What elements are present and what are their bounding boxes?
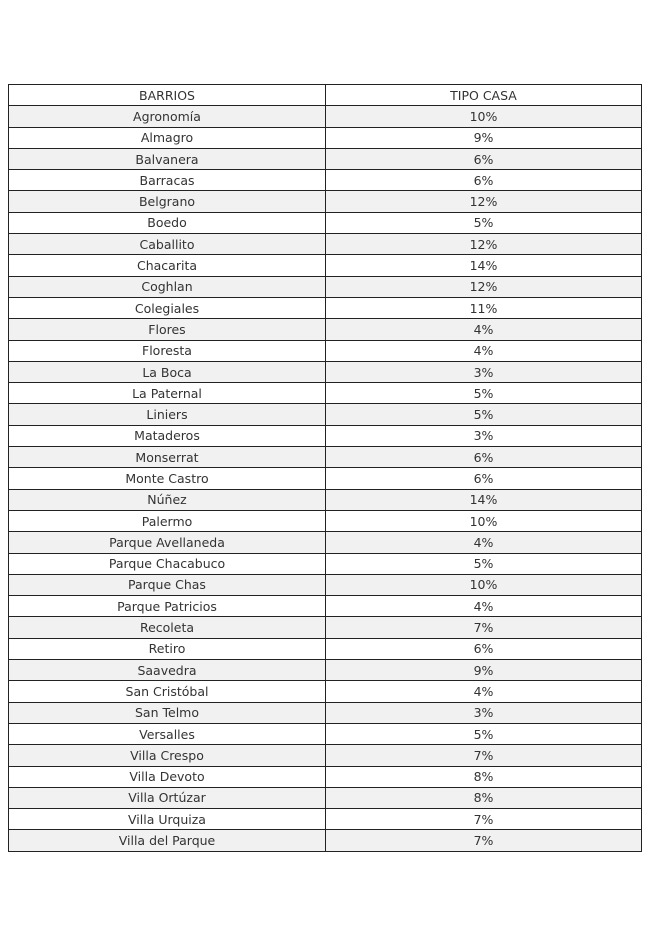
tipo-casa-cell: 6% bbox=[326, 447, 642, 468]
barrio-cell: Flores bbox=[9, 319, 326, 340]
tipo-casa-cell: 12% bbox=[326, 234, 642, 255]
table-row bbox=[9, 489, 642, 510]
tipo-casa-cell: 14% bbox=[326, 255, 642, 276]
table-row bbox=[9, 510, 642, 531]
table-row bbox=[9, 127, 642, 148]
table-row bbox=[9, 681, 642, 702]
table-row bbox=[9, 234, 642, 255]
barrio-cell: Mataderos bbox=[9, 425, 326, 446]
tipo-casa-cell: 12% bbox=[326, 276, 642, 297]
barrios-table bbox=[8, 84, 642, 852]
tipo-casa-cell: 10% bbox=[326, 510, 642, 531]
barrio-cell: Balvanera bbox=[9, 148, 326, 169]
header-tipo-casa: TIPO CASA bbox=[326, 85, 642, 106]
tipo-casa-cell: 3% bbox=[326, 361, 642, 382]
barrio-cell: Colegiales bbox=[9, 297, 326, 318]
barrio-cell: Parque Avellaneda bbox=[9, 532, 326, 553]
tipo-casa-cell: 5% bbox=[326, 553, 642, 574]
tipo-casa-cell: 5% bbox=[326, 212, 642, 233]
table-row bbox=[9, 191, 642, 212]
tipo-casa-cell: 5% bbox=[326, 383, 642, 404]
table-row bbox=[9, 106, 642, 127]
table-row bbox=[9, 276, 642, 297]
barrio-cell: San Telmo bbox=[9, 702, 326, 723]
tipo-casa-cell: 4% bbox=[326, 340, 642, 361]
tipo-casa-cell: 10% bbox=[326, 574, 642, 595]
tipo-casa-cell: 9% bbox=[326, 660, 642, 681]
barrio-cell: Boedo bbox=[9, 212, 326, 233]
table-row bbox=[9, 723, 642, 744]
tipo-casa-cell: 14% bbox=[326, 489, 642, 510]
barrio-cell: Liniers bbox=[9, 404, 326, 425]
tipo-casa-cell: 7% bbox=[326, 745, 642, 766]
tipo-casa-cell: 6% bbox=[326, 468, 642, 489]
barrio-cell: Coghlan bbox=[9, 276, 326, 297]
barrio-cell: Palermo bbox=[9, 510, 326, 531]
barrio-cell: Villa Crespo bbox=[9, 745, 326, 766]
barrio-cell: Barracas bbox=[9, 170, 326, 191]
barrio-cell: Belgrano bbox=[9, 191, 326, 212]
table-row bbox=[9, 830, 642, 851]
tipo-casa-cell: 9% bbox=[326, 127, 642, 148]
tipo-casa-cell: 5% bbox=[326, 404, 642, 425]
barrio-cell: Villa Ortúzar bbox=[9, 787, 326, 808]
tipo-casa-cell: 11% bbox=[326, 297, 642, 318]
table-row bbox=[9, 532, 642, 553]
barrio-cell: Chacarita bbox=[9, 255, 326, 276]
table-row bbox=[9, 745, 642, 766]
tipo-casa-cell: 8% bbox=[326, 787, 642, 808]
tipo-casa-cell: 4% bbox=[326, 681, 642, 702]
barrio-cell: Almagro bbox=[9, 127, 326, 148]
tipo-casa-cell: 7% bbox=[326, 830, 642, 851]
barrio-cell: Villa Devoto bbox=[9, 766, 326, 787]
barrio-cell: Agronomía bbox=[9, 106, 326, 127]
table-row bbox=[9, 361, 642, 382]
table-row bbox=[9, 383, 642, 404]
tipo-casa-cell: 6% bbox=[326, 170, 642, 191]
table-row bbox=[9, 787, 642, 808]
table-row bbox=[9, 660, 642, 681]
barrio-cell: Parque Chacabuco bbox=[9, 553, 326, 574]
table-row bbox=[9, 425, 642, 446]
tipo-casa-cell: 4% bbox=[326, 532, 642, 553]
barrio-cell: Villa del Parque bbox=[9, 830, 326, 851]
table-row bbox=[9, 170, 642, 191]
barrio-cell: Villa Urquiza bbox=[9, 809, 326, 830]
tipo-casa-cell: 3% bbox=[326, 425, 642, 446]
tipo-casa-cell: 6% bbox=[326, 148, 642, 169]
table-row bbox=[9, 553, 642, 574]
tipo-casa-cell: 4% bbox=[326, 596, 642, 617]
barrio-cell: San Cristóbal bbox=[9, 681, 326, 702]
tipo-casa-cell: 10% bbox=[326, 106, 642, 127]
table-row bbox=[9, 255, 642, 276]
table-row bbox=[9, 212, 642, 233]
tipo-casa-cell: 3% bbox=[326, 702, 642, 723]
table-row bbox=[9, 148, 642, 169]
barrio-cell: La Boca bbox=[9, 361, 326, 382]
barrio-cell: Caballito bbox=[9, 234, 326, 255]
tipo-casa-cell: 7% bbox=[326, 809, 642, 830]
table-header-row bbox=[9, 85, 642, 106]
table-row bbox=[9, 638, 642, 659]
tipo-casa-cell: 6% bbox=[326, 638, 642, 659]
barrio-cell: Parque Patricios bbox=[9, 596, 326, 617]
table-row bbox=[9, 574, 642, 595]
barrio-cell: Recoleta bbox=[9, 617, 326, 638]
tipo-casa-cell: 4% bbox=[326, 319, 642, 340]
tipo-casa-cell: 8% bbox=[326, 766, 642, 787]
barrio-cell: La Paternal bbox=[9, 383, 326, 404]
table-row bbox=[9, 297, 642, 318]
table-row bbox=[9, 617, 642, 638]
tipo-casa-cell: 7% bbox=[326, 617, 642, 638]
barrio-cell: Parque Chas bbox=[9, 574, 326, 595]
header-barrios: BARRIOS bbox=[9, 85, 326, 106]
barrio-cell: Monserrat bbox=[9, 447, 326, 468]
table-row bbox=[9, 809, 642, 830]
tipo-casa-cell: 5% bbox=[326, 723, 642, 744]
table-row bbox=[9, 702, 642, 723]
table-row bbox=[9, 319, 642, 340]
barrio-cell: Monte Castro bbox=[9, 468, 326, 489]
barrio-cell: Versalles bbox=[9, 723, 326, 744]
table-body bbox=[9, 106, 642, 851]
table-row bbox=[9, 468, 642, 489]
table-row bbox=[9, 596, 642, 617]
table-row bbox=[9, 447, 642, 468]
table-row bbox=[9, 340, 642, 361]
barrio-cell: Floresta bbox=[9, 340, 326, 361]
table-row bbox=[9, 404, 642, 425]
table-row bbox=[9, 766, 642, 787]
tipo-casa-cell: 12% bbox=[326, 191, 642, 212]
barrio-cell: Saavedra bbox=[9, 660, 326, 681]
barrio-cell: Retiro bbox=[9, 638, 326, 659]
barrio-cell: Núñez bbox=[9, 489, 326, 510]
